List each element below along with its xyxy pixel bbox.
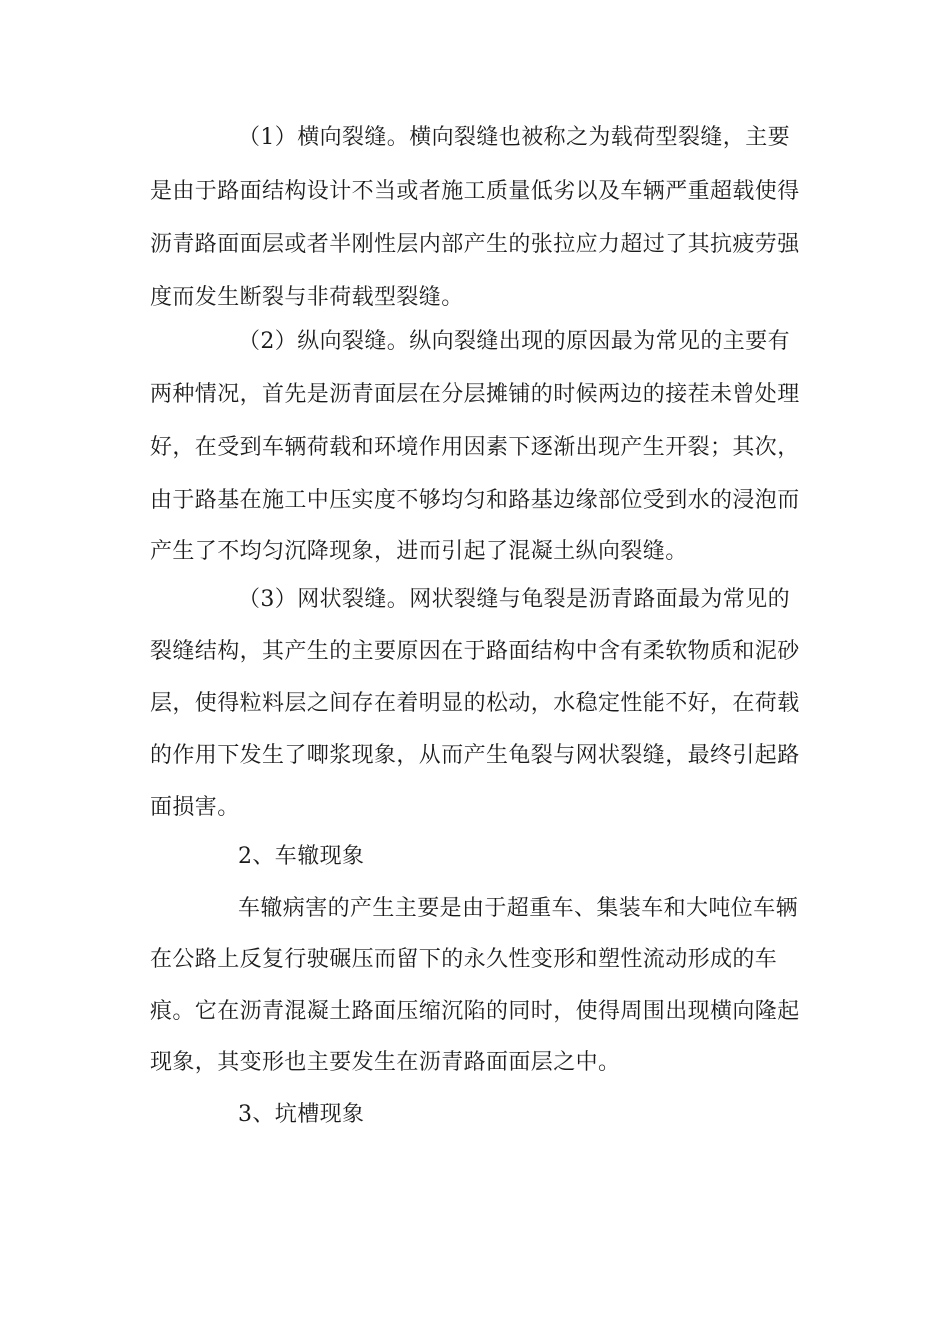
paragraph-line: 裂缝结构，其产生的主要原因在于路面结构中含有柔软物质和泥砂 [150, 639, 800, 664]
paragraph-line: 车辙病害的产生主要是由于超重车、集装车和大吨位车辆 [238, 896, 799, 921]
paragraph-line: 层，使得粒料层之间存在着明显的松动，水稳定性能不好，在荷载 [150, 691, 800, 716]
paragraph-line: 产生了不均匀沉降现象，进而引起了混凝土纵向裂缝。 [150, 539, 688, 564]
paragraph-line: （1）横向裂缝。横向裂缝也被称之为载荷型裂缝，主要 [238, 125, 790, 150]
paragraph-line: 由于路基在施工中压实度不够均匀和路基边缘部位受到水的浸泡而 [150, 488, 800, 513]
paragraph-line: 沥青路面面层或者半刚性层内部产生的张拉应力超过了其抗疲劳强 [150, 232, 800, 257]
paragraph-line: 在公路上反复行驶碾压而留下的永久性变形和塑性流动形成的车 [150, 947, 778, 972]
paragraph-line: 的作用下发生了唧浆现象，从而产生龟裂与网状裂缝，最终引起路 [150, 743, 800, 768]
paragraph-line: 现象，其变形也主要发生在沥青路面面层之中。 [150, 1050, 621, 1075]
paragraph-line: 面损害。 [150, 795, 240, 820]
paragraph-line: 好，在受到车辆荷载和环境作用因素下逐渐出现产生开裂；其次， [150, 435, 800, 460]
paragraph-line: 两种情况，首先是沥青面层在分层摊铺的时候两边的接茬未曾处理 [150, 382, 800, 407]
paragraph-line: （2）纵向裂缝。纵向裂缝出现的原因最为常见的主要有 [238, 329, 790, 354]
section-heading: 3、坑槽现象 [238, 1102, 365, 1127]
paragraph-line: 是由于路面结构设计不当或者施工质量低劣以及车辆严重超载使得 [150, 179, 800, 204]
paragraph-line: 度而发生断裂与非荷载型裂缝。 [150, 285, 464, 310]
paragraph-line: 痕。它在沥青混凝土路面压缩沉陷的同时，使得周围出现横向隆起 [150, 999, 800, 1024]
section-heading: 2、车辙现象 [238, 844, 365, 869]
paragraph-line: （3）网状裂缝。网状裂缝与龟裂是沥青路面最为常见的 [238, 587, 790, 612]
